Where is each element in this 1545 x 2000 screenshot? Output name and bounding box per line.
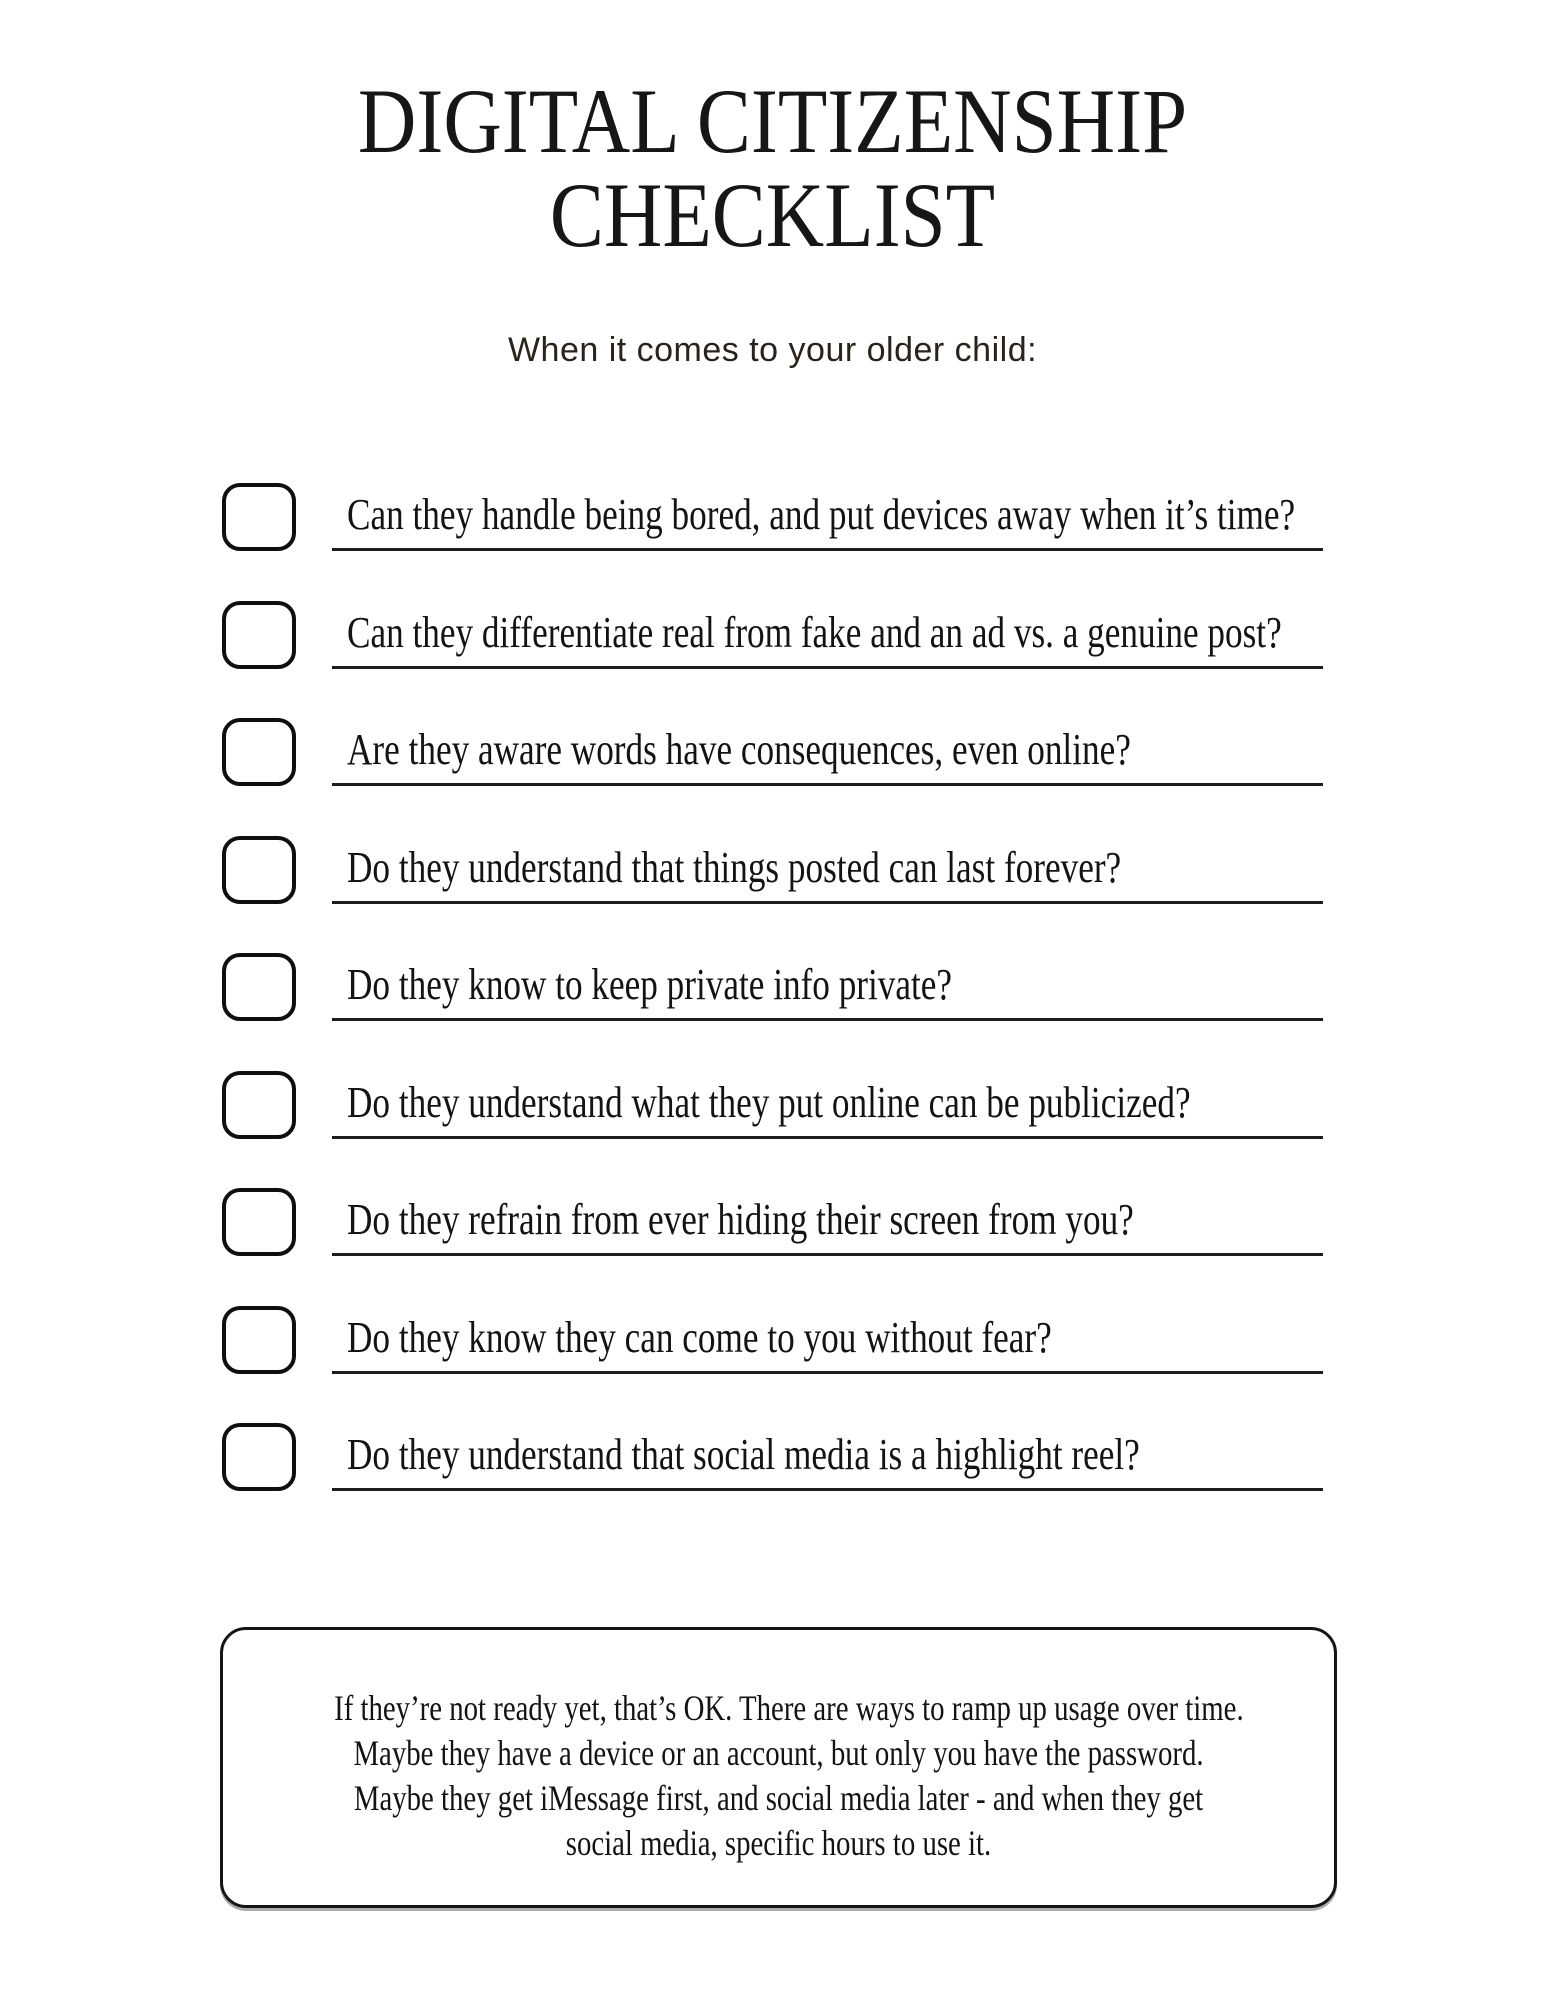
page-title-line-2: CHECKLIST xyxy=(549,164,996,266)
checklist-item-label: Do they know they can come to you without fear? xyxy=(347,1312,1052,1362)
note-line: Maybe they have a device or an account, but only you have the password. xyxy=(353,1733,1204,1773)
answer-line[interactable] xyxy=(332,483,1323,551)
checklist-item-row xyxy=(222,1188,1323,1256)
checklist-item-row xyxy=(222,953,1323,1021)
checklist-item-label: Do they know to keep private info private? xyxy=(347,960,953,1009)
checklist-item-label: Can they handle being bored, and put devices away when it’s time? xyxy=(347,490,1296,539)
note-line: If they’re not ready yet, that’s OK. There are ways to ramp up usage over time. xyxy=(334,1688,1244,1728)
page-title-line-1: DIGITAL CITIZENSHIP xyxy=(357,70,1188,172)
checklist-item-label: Do they understand what they put online can be publicized? xyxy=(347,1077,1191,1127)
checklist-item-row xyxy=(222,601,1323,669)
checkbox[interactable] xyxy=(222,601,296,669)
checklist-item-row xyxy=(222,1071,1323,1139)
note-box xyxy=(220,1627,1337,1908)
note-line: Maybe they get iMessage first, and social media later - and when they get xyxy=(353,1778,1204,1818)
page-subtitle: When it comes to your older child: xyxy=(507,331,1038,369)
checkbox[interactable] xyxy=(222,953,296,1021)
checkbox[interactable] xyxy=(222,1188,296,1256)
answer-line[interactable] xyxy=(332,1188,1323,1256)
checklist-item-row xyxy=(222,836,1323,904)
answer-line[interactable] xyxy=(332,601,1323,669)
checklist-item-row xyxy=(222,1423,1323,1491)
checkbox[interactable] xyxy=(222,1306,296,1374)
answer-line[interactable] xyxy=(332,836,1323,904)
checkbox[interactable] xyxy=(222,718,296,786)
checkbox[interactable] xyxy=(222,1423,296,1491)
checklist-item-label: Are they aware words have consequences, even online? xyxy=(347,725,1131,774)
checklist-item-row xyxy=(222,483,1323,551)
checklist-item-row xyxy=(222,1306,1323,1374)
checklist-item-label: Do they understand that things posted can last forever? xyxy=(347,842,1122,892)
answer-line[interactable] xyxy=(332,718,1323,786)
checkbox[interactable] xyxy=(222,1071,296,1139)
checklist-item-label: Do they refrain from ever hiding their screen from you? xyxy=(347,1195,1134,1244)
checkbox[interactable] xyxy=(222,836,296,904)
answer-line[interactable] xyxy=(332,1423,1323,1491)
answer-line[interactable] xyxy=(332,1306,1323,1374)
checklist-item-row xyxy=(222,718,1323,786)
answer-line[interactable] xyxy=(332,953,1323,1021)
checkbox[interactable] xyxy=(222,483,296,551)
page-title xyxy=(0,70,1545,266)
checklist-item-label: Do they understand that social media is a highlight reel? xyxy=(347,1430,1140,1479)
checklist xyxy=(222,483,1323,1491)
checklist-item-label: Can they differentiate real from fake and an ad vs. a genuine post? xyxy=(347,607,1282,657)
answer-line[interactable] xyxy=(332,1071,1323,1139)
note-line: social media, specific hours to use it. xyxy=(565,1823,992,1863)
